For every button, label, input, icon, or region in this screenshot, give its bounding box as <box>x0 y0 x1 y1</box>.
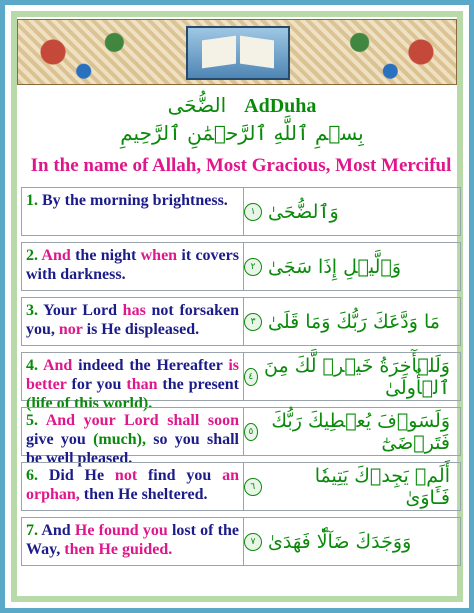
surah-title-arabic: الضُّحَى <box>167 93 227 117</box>
verse-number: 3. <box>26 302 38 319</box>
verse-text: so you shall be well pleased. <box>26 431 240 467</box>
verse-text-highlight: And <box>38 247 71 264</box>
verse-arabic <box>244 188 460 235</box>
verse-number: 6. <box>26 467 38 484</box>
verse-number: 7. <box>26 522 38 539</box>
verse-translation <box>22 408 244 467</box>
verse-arabic-text: أَلَمۡ يَجِدۡكَ يَتِيمٗا فَـَٔاوَىٰ <box>314 464 450 509</box>
verse-text: Your Lord <box>38 302 123 319</box>
verse-text-highlight: then He guided. <box>64 541 173 558</box>
verse-text-highlight: your Lord shall soon <box>75 412 240 429</box>
verse-translation <box>22 353 244 412</box>
verse-text-highlight: is better <box>26 357 240 393</box>
verse-translation <box>22 188 244 235</box>
bismillah-english: In the name of Allah, Most Gracious, Most Merciful <box>30 155 452 176</box>
verse-number: 4. <box>26 357 38 374</box>
verse-arabic-text: وَٱلَّيۡلِ إِذَا سَجَىٰ <box>268 255 402 278</box>
verse-end-marker: ٧ <box>244 533 262 551</box>
verse-end-marker: ١ <box>244 203 262 221</box>
verse-text-parenthetical: (much), <box>93 431 146 448</box>
verse-end-marker: ٦ <box>244 478 262 496</box>
verse-text-highlight: nor <box>54 321 83 338</box>
decorative-banner <box>17 19 457 85</box>
verse-end-marker: ٣ <box>244 313 262 331</box>
verse-text-highlight: an orphan, <box>26 467 240 503</box>
verse-translation <box>22 243 244 290</box>
verse-text: is He displeased. <box>82 321 200 338</box>
verse-translation <box>22 298 244 345</box>
verse-text: for you <box>66 376 127 393</box>
surah-title <box>5 93 474 119</box>
verse-table <box>21 187 461 572</box>
verse-arabic-text: وَٱلضُّحَىٰ <box>268 200 339 223</box>
verse-arabic <box>244 243 460 290</box>
verse-arabic-text: وَلَلۡأٓخِرَةُ خَيۡرٞ لَّكَ مِنَ ٱلۡأُولَىٰ <box>264 354 450 399</box>
verse-translation <box>22 518 244 565</box>
verse-number: 1. <box>26 192 38 209</box>
verse-row <box>21 517 461 566</box>
verse-text: it covers with darkness. <box>26 247 239 283</box>
verse-arabic-text: وَلَسَوۡفَ يُعۡطِيكَ رَبُّكَ فَتَرۡضَىٰٓ <box>271 409 450 454</box>
verse-arabic <box>244 463 460 510</box>
verse-row <box>21 297 461 346</box>
verse-text: the present <box>157 376 239 393</box>
verse-translation <box>22 463 244 510</box>
verse-text: By the morning brightness. <box>38 192 228 209</box>
verse-row <box>21 407 461 467</box>
verse-text: forsaken you, <box>26 302 239 338</box>
verse-text-highlight: than <box>126 376 158 393</box>
verse-row <box>21 187 461 236</box>
verse-end-marker: ٥ <box>244 423 258 441</box>
verse-arabic-text: مَا وَدَّعَكَ رَبُّكَ وَمَا قَلَىٰ <box>268 310 440 333</box>
verse-text: give you <box>26 431 94 448</box>
verse-text-parenthetical: (life of this world). <box>26 395 153 412</box>
verse-text-highlight: And <box>38 412 76 429</box>
verse-text: then He sheltered. <box>79 486 208 503</box>
verse-end-marker: ٤ <box>244 368 258 386</box>
verse-text: And <box>38 522 71 539</box>
verse-text-highlight: when <box>140 247 178 264</box>
verse-text-highlight: He found you <box>70 522 168 539</box>
verse-arabic <box>244 518 460 565</box>
verse-text: find you <box>137 467 223 484</box>
verse-text: the night <box>70 247 141 264</box>
surah-title-english: AdDuha <box>244 95 317 117</box>
verse-end-marker: ٢ <box>244 258 262 276</box>
verse-text-highlight: And <box>38 357 73 374</box>
verse-row <box>21 242 461 291</box>
bismillah-arabic: بِسۡمِ ٱللَّهِ ٱلرَّحۡمَٰنِ ٱلرَّحِيمِ <box>120 121 364 145</box>
verse-text-highlight: has <box>122 302 146 319</box>
verse-row <box>21 462 461 511</box>
quran-book-image <box>186 26 290 80</box>
verse-arabic <box>244 298 460 345</box>
verse-text: indeed the Hereafter <box>72 357 229 374</box>
verse-number: 2. <box>26 247 38 264</box>
verse-arabic <box>244 353 460 400</box>
verse-row <box>21 352 461 412</box>
verse-arabic <box>244 408 460 455</box>
verse-text: Did He <box>38 467 115 484</box>
verse-text: not <box>145 302 180 319</box>
verse-text: lost of the Way, <box>26 522 240 558</box>
verse-number: 5. <box>26 412 38 429</box>
verse-text-highlight: not <box>114 467 138 484</box>
verse-arabic-text: وَوَجَدَكَ ضَآلّٗا فَهَدَىٰ <box>268 530 412 553</box>
